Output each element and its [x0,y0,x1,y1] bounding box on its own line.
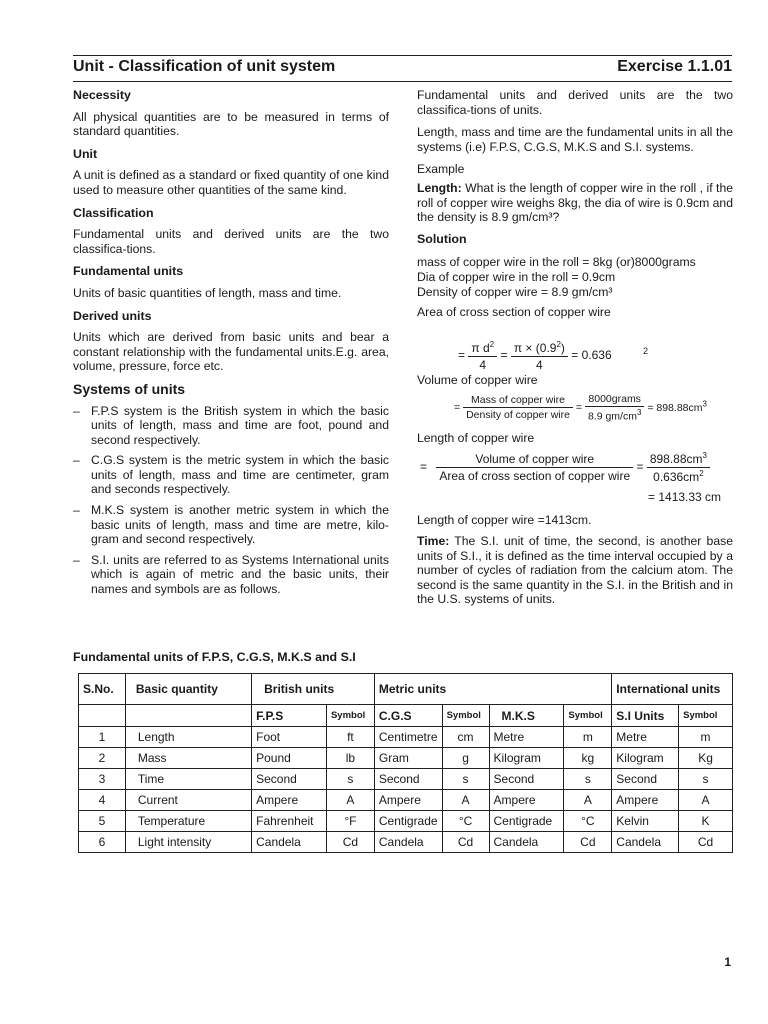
fundamental-units-heading: Fundamental units [73,264,184,279]
area-label: Area of cross section of copper wire [417,305,611,320]
header-cgs: C.G.S [374,705,442,727]
list-item: – F.P.S system is the British system in which the basic units of length, mass and time are foot, pound and second respectively. [73,404,389,448]
list-item: – C.G.S system is the metric system in which the basic units of length, mass and time are centimeter, gram and seconds respectively. [73,453,389,497]
unit-text: A unit is defined as a standard or fixed quantity of one kind used to measure other quantities of the same kind. [73,168,389,197]
table-cell: Centimetre [374,727,442,748]
table-cell: Candela [489,832,564,853]
table-cell: Second [374,769,442,790]
header-mks: M.K.S [489,705,564,727]
table-cell: Length [125,727,251,748]
table-cell: Ampere [489,790,564,811]
table-cell: Candela [374,832,442,853]
table-cell: A [679,790,733,811]
classification-text-2: Fundamental units and derived units are the two classifica-tions of units. [417,88,733,117]
table-cell: Candela [252,832,327,853]
derived-units-heading: Derived units [73,308,152,323]
fraction: $\frac{\text{Mass of copper wire}}{\text{Density of copper wire}}$ [463,394,573,421]
table-cell: °C [564,811,612,832]
header-symbol: Symbol [564,705,612,727]
table-cell: 5 [79,811,126,832]
table-cell: 2 [79,748,126,769]
table-cell: s [442,769,489,790]
volume-equation: = $\frac{\text{Mass of copper wire}}{\text{Density of copper wire}}$ = $\frac{\text{8000grams}}{8.9 gm/cm^3}$ = $898.88cm^3$ [454,393,707,423]
table-cell: Metre [489,727,564,748]
table-row [79,748,733,769]
page-header [73,55,732,82]
fundamental-units-text: Units of basic quantities of length, mass and time. [73,285,342,300]
table-cell: Foot [252,727,327,748]
table-cell: Cd [326,832,374,853]
header-metric-units: Metric units [374,674,611,705]
units-table [78,673,733,853]
table-cell: Ampere [252,790,327,811]
table-cell: Kilogram [612,748,679,769]
table-cell: A [564,790,612,811]
table-row [79,811,733,832]
table-cell: Cd [564,832,612,853]
table-cell: Cd [442,832,489,853]
exercise-number: Exercise 1.1.01 [617,58,732,75]
table-row [79,727,733,748]
header-symbol: Symbol [326,705,374,727]
table-cell: Temperature [125,811,251,832]
right-column [417,88,733,320]
header-symbol: Symbol [442,705,489,727]
length-question: What is the length of copper wire in the roll , if the roll of copper wire weighs 8kg, the dia of wire is 0.9cm and the density is 8.9 gm/cm³? [417,180,733,225]
fraction: $\frac{\text{8000grams}}{8.9 gm/cm^3}$ [585,393,644,423]
table-cell: m [564,727,612,748]
given-diameter: Dia of copper wire in the roll = 0.9cm [417,269,616,284]
table-cell: lb [326,748,374,769]
length-of-wire-label: Length of copper wire [417,431,535,445]
table-cell: Centigrade [489,811,564,832]
fraction: $\frac{898.88cm^3}{0.636cm^2}$ [647,451,710,484]
table-cell: K [679,811,733,832]
example-question [417,181,733,225]
classification-text: Fundamental units and derived units are the two classifica-tions. [73,227,389,256]
derived-units-text: Units which are derived from basic units and bear a constant relationship with the fundamental units.E.g. area, volume, pressure, force etc. [73,330,389,374]
table-cell: Mass [125,748,251,769]
fraction: $\frac{\pi d^2}{4}$ [468,340,497,372]
table-cell: Gram [374,748,442,769]
length-equation-result: = 1413.33 cm [648,490,722,504]
header-british-units: British units [252,674,375,705]
given-density: Density of copper wire = 8.9 gm/cm³ [417,284,613,299]
unit-heading: Unit [73,146,98,161]
unit-title: Unit - Classification of unit system [73,58,336,75]
fraction: $\frac{\pi \times (0.9^2)}{4}$ [511,340,568,372]
table-cell: A [326,790,374,811]
solution-heading: Solution [417,231,467,246]
table-cell: m [679,727,733,748]
necessity-heading: Necessity [73,88,131,102]
header-sno: S.No. [79,674,126,705]
example-label: Example [417,162,465,177]
table-cell: cm [442,727,489,748]
table-cell: Fahrenheit [252,811,327,832]
given-mass: mass of copper wire in the roll = 8kg (or)8000grams [417,255,696,270]
list-item: – M.K.S system is another metric system in which the basic units of length, mass and time are metre, kilo-gram and second respectively. [73,503,389,547]
table-row [79,769,733,790]
table-cell: Centigrade [374,811,442,832]
table-cell: Light intensity [125,832,251,853]
table-cell: s [326,769,374,790]
table-cell: Kg [679,748,733,769]
length-result: Length of copper wire =1413cm. [417,513,592,527]
table-cell: 1 [79,727,126,748]
volume-label: Volume of copper wire [417,373,538,387]
fraction: $\frac{\text{Volume of copper wire}}{\text{Area of cross section of copper wire}}$ [436,452,633,483]
length-equation: = $\frac{\text{Volume of copper wire}}{\text{Area of cross section of copper wire}}$ = $\frac{898.88cm^3}{0.636cm^2}$ [420,451,710,484]
time-text: The S.I. unit of time, the second, is another base units of S.I., it is defined as the time interval occupied by a number of cycles of radiation from the calcium atom. The second is the same quantity in the S.I. in the British and in the U.S. systems of units. [417,534,733,607]
table-cell: 3 [79,769,126,790]
table-cell: Second [489,769,564,790]
systems-list [73,404,389,597]
table-cell: kg [564,748,612,769]
table-cell: ft [326,727,374,748]
table-cell: Current [125,790,251,811]
left-column [73,88,389,603]
list-item: – S.I. units are referred to as Systems International units which is again of metric and the basic units, their names and symbols are as follows. [73,553,389,597]
table-row [79,790,733,811]
table-cell: 4 [79,790,126,811]
table-cell: Second [612,769,679,790]
length-label: Length: [417,180,462,195]
table-cell: Candela [612,832,679,853]
header-fps: F.P.S [252,705,327,727]
table-cell: Kilogram [489,748,564,769]
table-caption: Fundamental units of F.P.S, C.G.S, M.K.S and S.I [73,650,356,664]
necessity-text: All physical quantities are to be measured in terms of standard quantities. [73,109,389,139]
header-basic-quantity: Basic quantity [125,674,251,705]
table-cell: A [442,790,489,811]
table-cell: Time [125,769,251,790]
page-number: 1 [724,955,731,969]
header-symbol: Symbol [679,705,733,727]
table-cell: Cd [679,832,733,853]
area-equation: = $\frac{\pi d^2}{4}$ = $\frac{\pi \times (0.9^2)}{4}$ = 0.636 $^2$ [458,340,648,372]
classification-heading: Classification [73,205,154,220]
table-cell: °F [326,811,374,832]
table-cell: Metre [612,727,679,748]
table-cell: s [564,769,612,790]
table-cell: s [679,769,733,790]
time-label: Time: [417,534,450,548]
table-cell: Ampere [374,790,442,811]
table-cell: 6 [79,832,126,853]
header-international-units: International units [612,674,733,705]
time-paragraph [417,534,733,615]
table-cell: Ampere [612,790,679,811]
fundamental-units-statement: Length, mass and time are the fundamental units in all the systems (i.e) F.P.S, C.G.S, M.K.S and S.I. systems. [417,125,733,154]
header-si: S.I Units [612,705,679,727]
table-cell: Kelvin [612,811,679,832]
table-row [79,832,733,853]
table-cell: °C [442,811,489,832]
table-cell: Second [252,769,327,790]
systems-of-units-heading: Systems of units [73,380,186,397]
table-cell: Pound [252,748,327,769]
table-body [79,727,733,853]
table-cell: g [442,748,489,769]
